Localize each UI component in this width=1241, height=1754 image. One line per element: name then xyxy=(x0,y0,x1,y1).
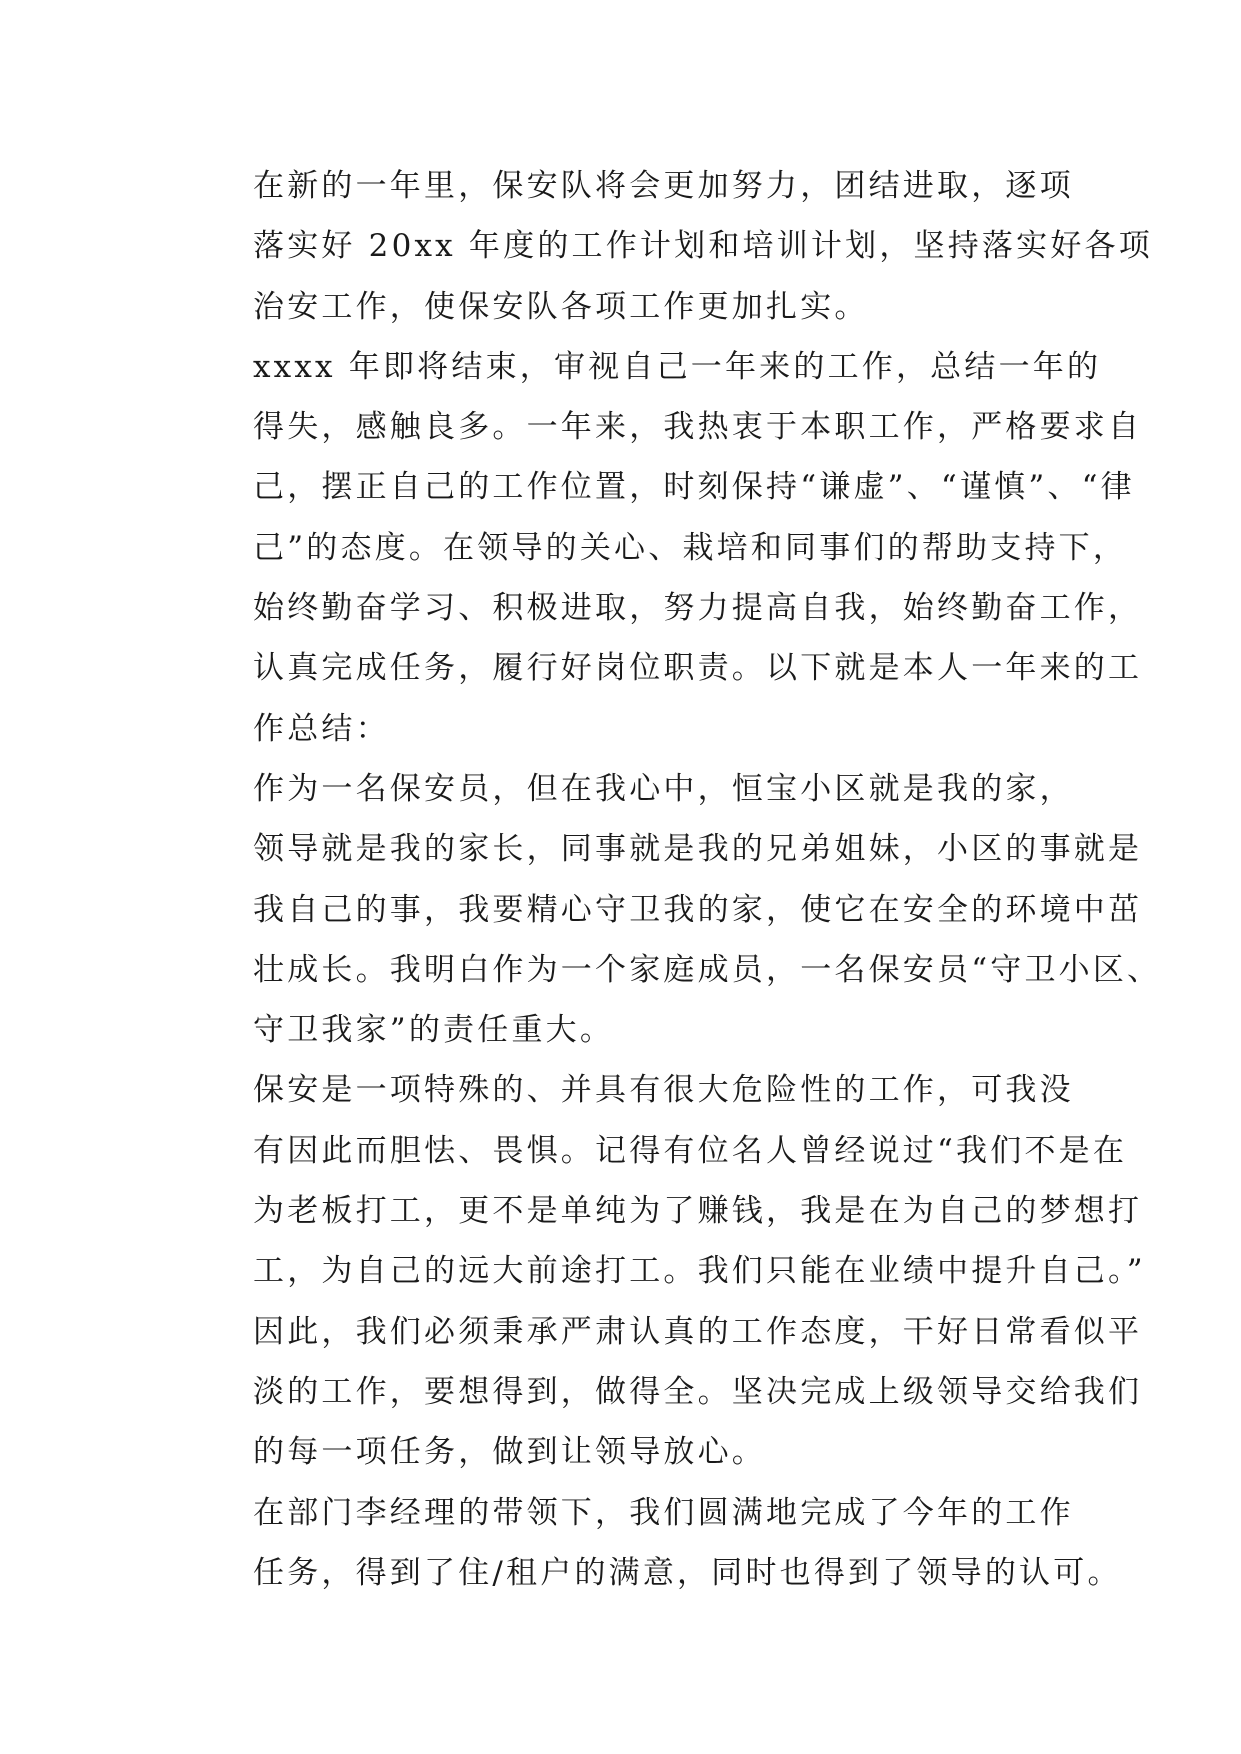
text-line: 保安是一项特殊的、并具有很大危险性的工作，可我没 xyxy=(253,1072,1074,1109)
text-line: 淡的工作，要想得到，做得全。坚决完成上级领导交给我们 xyxy=(253,1373,1143,1410)
text-line: 作总结： xyxy=(253,710,390,747)
text-line: 工，为自己的远大前途打工。我们只能在业绩中提升自己。” xyxy=(253,1253,1146,1290)
text-line: 己”的态度。在领导的关心、栽培和同事们的帮助支持下， xyxy=(253,529,1128,566)
text-line: 在部门李经理的带领下，我们圆满地完成了今年的工作 xyxy=(253,1494,1074,1531)
paragraph-5 xyxy=(191,1483,1122,1604)
text-line: 治安工作，使保安队各项工作更加扎实。 xyxy=(253,288,869,325)
text-line: 因此，我们必须秉承严肃认真的工作态度，干好日常看似平 xyxy=(253,1313,1143,1350)
text-line: 的每一项任务，做到让领导放心。 xyxy=(253,1434,766,1471)
paragraph-4 xyxy=(191,1060,1146,1482)
text-line: 作为一名保安员，但在我心中，恒宝小区就是我的家， xyxy=(253,770,1074,807)
text-line: 落实好 20xx 年度的工作计划和培训计划，坚持落实好各项 xyxy=(253,228,1153,265)
text-line: 我自己的事，我要精心守卫我的家，使它在安全的环境中茁 xyxy=(253,891,1143,928)
text-line: 己，摆正自己的工作位置，时刻保持“谦虚”、“谨慎”、“律 xyxy=(253,469,1135,506)
paragraph-1 xyxy=(191,156,1153,337)
text-line: 始终勤奋学习、积极进取，努力提高自我，始终勤奋工作， xyxy=(253,590,1143,627)
text-line: 有因此而胆怯、畏惧。记得有位名人曾经说过“我们不是在 xyxy=(253,1132,1128,1169)
text-line: 任务，得到了住/租户的满意，同时也得到了领导的认可。 xyxy=(253,1554,1122,1591)
paragraph-2 xyxy=(191,337,1143,759)
text-line: 壮成长。我明白作为一个家庭成员，一名保安员“守卫小区、 xyxy=(253,951,1162,988)
text-line: 在新的一年里，保安队将会更加努力，团结进取，逐项 xyxy=(253,168,1074,204)
text-line: 认真完成任务，履行好岗位职责。以下就是本人一年来的工 xyxy=(253,650,1143,687)
text-line: xxxx 年即将结束，审视自己一年来的工作，总结一年的 xyxy=(253,348,1102,385)
text-line: 得失，感触良多。一年来，我热衷于本职工作，严格要求自 xyxy=(253,409,1143,446)
document-body xyxy=(191,156,1162,1603)
text-line: 领导就是我的家长，同事就是我的兄弟姐妹，小区的事就是 xyxy=(253,831,1143,868)
text-line: 守卫我家”的责任重大。 xyxy=(253,1012,615,1049)
paragraph-3 xyxy=(191,759,1162,1060)
text-line: 为老板打工，更不是单纯为了赚钱，我是在为自己的梦想打 xyxy=(253,1193,1143,1230)
